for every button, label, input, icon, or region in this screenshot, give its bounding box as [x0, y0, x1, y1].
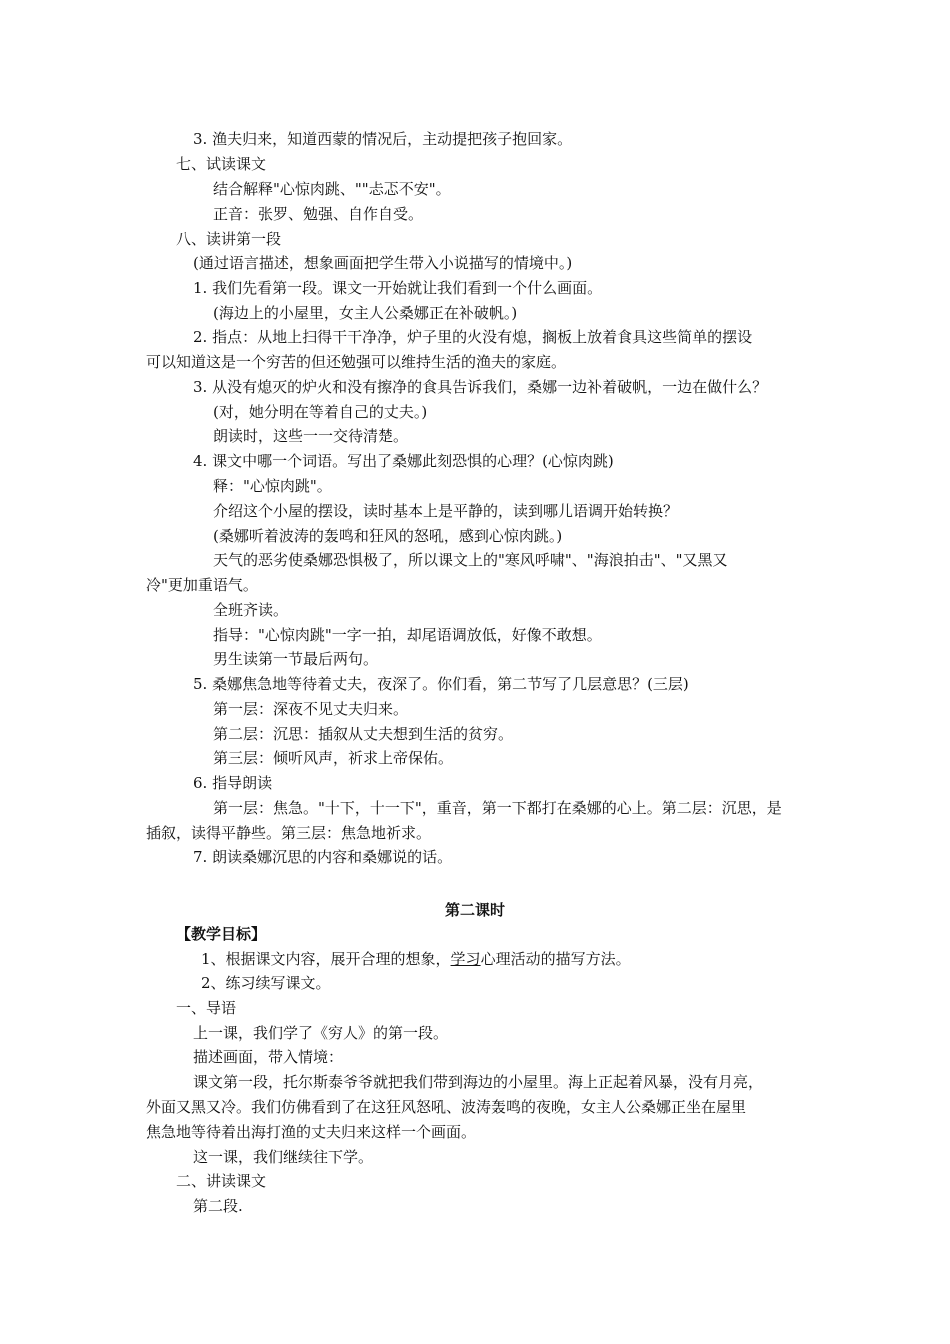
text-line: 天气的恶劣使桑娜恐惧极了，所以课文上的"寒风呼啸"、"海浪拍击"、"又黑又 [213, 551, 728, 569]
text-line: 结合解释"心惊肉跳、""忐忑不安"。 [213, 180, 451, 198]
text-line: 第三层：倾听风声，祈求上帝保佑。 [213, 749, 454, 767]
text-line: 正音：张罗、勉强、自作自受。 [213, 205, 424, 223]
text-line: 4. 课文中哪一个词语。写出了桑娜此刻恐惧的心理？(心惊肉跳) [193, 452, 614, 470]
goal-text: 心理活动的描写方法。 [480, 950, 631, 968]
goals-heading: 【教学目标】 [176, 925, 267, 943]
text-line: 全班齐读。 [213, 601, 289, 619]
text-line: 外面又黑又冷。我们仿佛看到了在这狂风怒吼、波涛轰鸣的夜晚，女主人公桑娜正坐在屋里 [146, 1098, 747, 1116]
text-line: 男生读第一节最后两句。 [213, 650, 379, 668]
goal-text: 1、根据课文内容，展开合理的想象， [201, 950, 451, 968]
text-line: 第一层：焦急。"十下，十一下"，重音，第一下都打在桑娜的心上。第二层：沉思，是 [213, 799, 782, 817]
text-line: 5. 桑娜焦急地等待着丈夫，夜深了。你们看，第二节写了几层意思？(三层) [193, 675, 689, 693]
text-line: 焦急地等待着出海打渔的丈夫归来这样一个画面。 [146, 1123, 477, 1141]
text-line: 介绍这个小屋的摆设，读时基本上是平静的，读到哪儿语调开始转换？ [213, 502, 679, 520]
section-heading: 一、导语 [176, 999, 237, 1017]
text-line: 指导："心惊肉跳"一字一拍，却尾语调放低，好像不敢想。 [213, 626, 602, 644]
text-line: 这一课，我们继续往下学。 [193, 1148, 374, 1166]
section-heading: 二、讲读课文 [176, 1172, 267, 1190]
text-line: 插叙，读得平静些。第三层：焦急地祈求。 [146, 824, 432, 842]
text-line: 7. 朗读桑娜沉思的内容和桑娜说的话。 [193, 848, 453, 866]
text-line: 上一课，我们学了《穷人》的第一段。 [193, 1024, 449, 1042]
section-heading: 七、试读课文 [176, 155, 267, 173]
text-line: 第二层：沉思：插叙从丈夫想到生活的贫穷。 [213, 725, 514, 743]
section-heading: 八、读讲第一段 [176, 230, 282, 248]
goal-item [201, 947, 631, 972]
text-line: 描述画面，带入情境： [193, 1048, 344, 1066]
text-line: 第一层：深夜不见丈夫归来。 [213, 700, 409, 718]
text-line: 冷"更加重语气。 [146, 576, 258, 594]
lesson-title: 第二课时 [444, 901, 505, 919]
text-line: 释："心惊肉跳"。 [213, 477, 332, 495]
text-line: (桑娜听着波涛的轰鸣和狂风的怒吼，感到心惊肉跳。) [213, 527, 563, 545]
text-line: 6. 指导朗读 [193, 774, 273, 792]
text-line: 课文第一段，托尔斯泰爷爷就把我们带到海边的小屋里。海上正起着风暴，没有月亮， [193, 1073, 764, 1091]
text-line: (通过语言描述，想象画面把学生带入小说描写的情境中。) [193, 254, 573, 272]
text-line: (海边上的小屋里，女主人公桑娜正在补破帆。) [213, 304, 518, 322]
text-line: 2. 指点：从地上扫得干干净净，炉子里的火没有熄，搁板上放着食具这些简单的摆设 [193, 328, 753, 346]
text-line: 3. 从没有熄灭的炉火和没有擦净的食具告诉我们，桑娜一边补着破帆，一边在做什么？ [193, 378, 768, 396]
text-line: 3. 渔夫归来，知道西蒙的情况后，主动提把孩子抱回家。 [193, 130, 573, 148]
text-line: 可以知道这是一个穷苦的但还勉强可以维持生活的渔夫的家庭。 [146, 353, 567, 371]
study-link[interactable]: 学习 [450, 950, 481, 968]
text-line: 第二段. [193, 1197, 243, 1215]
text-line: 朗读时，这些一一交待清楚。 [213, 427, 409, 445]
text-line: (对，她分明在等着自己的丈夫。) [213, 403, 428, 421]
text-line: 1. 我们先看第一段。课文一开始就让我们看到一个什么画面。 [193, 279, 603, 297]
goal-item: 2、练习续写课文。 [201, 974, 331, 992]
